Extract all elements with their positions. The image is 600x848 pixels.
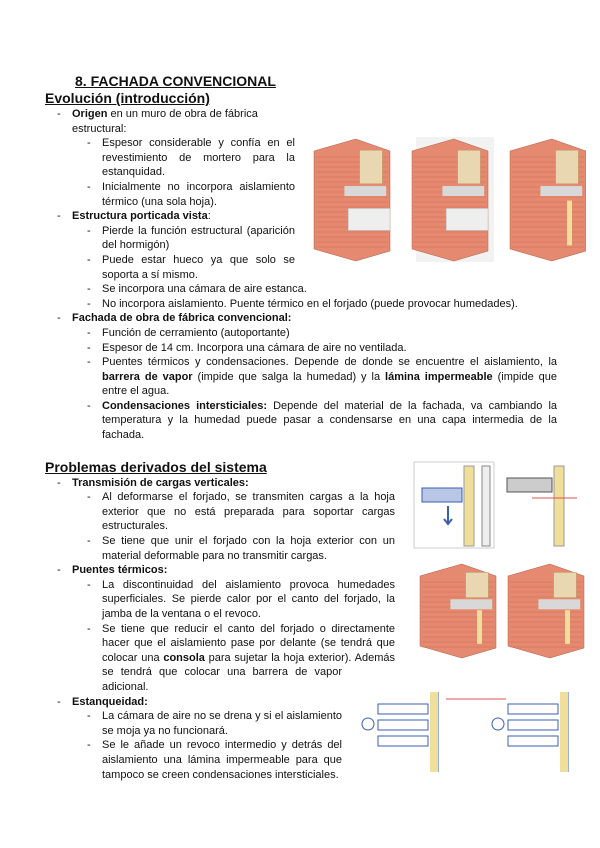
section-heading-evolucion: Evolución (introducción) [45,90,210,106]
text-segment: Pierde la función estructural (aparición del hormigón) [102,224,295,252]
text-segment: Se le añade un revoco intermedio y detrás del aislamiento una lámina impermeable para que tampoco se creen condensaciones intersticiales. [102,739,342,781]
facade-type-drawing [314,139,390,261]
sub-bullet-item [45,297,557,312]
text-segment: Inicialmente no incorpora aislamiento térmico (una sola hoja). [102,180,295,208]
text-segment: Espesor de 14 cm. Incorpora una cámara de aire no ventilada. [102,341,407,354]
text-segment: Al deformarse el forjado, se transmiten cargas a la hoja exterior que no está preparada para soportar cargas estructurales. [102,491,395,533]
page-title: 8. FACHADA CONVENCIONAL [75,73,276,89]
sub-bullet-item [45,282,557,297]
bold-text: Fachada de obra de fábrica convencional: [72,312,292,325]
text-segment: Puede estar hueco ya que solo se soporta a sí mismo. [102,253,295,281]
text-segment: No incorpora aislamiento. Puente térmico en el forjado (puede provocar humedades). [102,297,518,310]
bold-text: Puentes térmicos: [72,564,168,577]
bold-text: Origen [72,108,108,120]
bold-text: Transmisión de cargas verticales: [72,476,249,489]
text-segment: : [207,210,211,223]
facade-type-drawing [510,139,586,261]
text-segment: La discontinuidad del aislamiento provoca humedades superficiales. Se pierde calor por el canto del forjado, la jamba de la ventana o el revoco. [102,578,395,620]
text-segment: Función de cerramiento (autoportante) [102,326,290,339]
thermal-bridge-drawing [508,564,584,658]
text-segment: en un muro de obra de fábrica estructural: [72,108,258,135]
thermal-bridge-drawing [420,564,496,658]
bold-text: Estanqueidad: [72,695,148,708]
text-segment: para sujetar la hoja exterior). Además se tendrá que colocar una barrera de vapor adicional. [102,651,395,693]
text-segment: Se tiene que unir el forjado con la hoja exterior con un material deformable para no transmitir cargas. [102,535,395,562]
sub-bullet-item [45,326,557,341]
text-segment: Puentes térmicos y condensaciones. Depende de donde se encuentre el aislamiento, la [102,356,557,369]
facade-types-illustration [308,125,586,267]
sub-bullet-item [45,399,557,443]
bold-text: barrera de vapor [102,370,193,383]
text-segment: (impide que entre el agua. [102,370,557,398]
thermal-bridge-illustrations [418,560,586,662]
waterproofing-sketch [358,684,586,782]
text-segment: Se incorpora una cámara de aire estanca. [102,283,307,296]
vertical-loads-sketch [412,458,587,552]
text-segment: (impide que salga la humedad) y la [192,370,386,383]
text-segment: La cámara de aire no se drena y si el aislamiento se moja ya no funcionará. [102,710,342,737]
bold-text: Estructura porticada vista [72,210,208,223]
text-segment: Se tiene que reducir el canto del forjado o directamente hacer que el aislamiento pase por delante (se tendrá que colocar una [102,622,395,664]
text-segment: Espesor considerable y confía en el revestimiento de mortero para la estanquidad. [102,137,295,179]
facade-type-drawing [412,137,494,262]
text-segment: Depende del material de la fachada, va cambiando la temperatura y la humedad puede pasar a condensarse en una capa intermedia de la fachada. [102,399,558,442]
bold-text: Condensaciones intersticiales: [102,399,268,412]
sub-bullet-item [45,355,557,399]
sub-bullet-item [45,341,557,356]
section-heading-problemas: Problemas derivados del sistema [45,458,267,475]
bullet-item [45,311,557,326]
bold-text: lámina impermeable [385,370,493,383]
bold-text: consola [163,651,205,664]
